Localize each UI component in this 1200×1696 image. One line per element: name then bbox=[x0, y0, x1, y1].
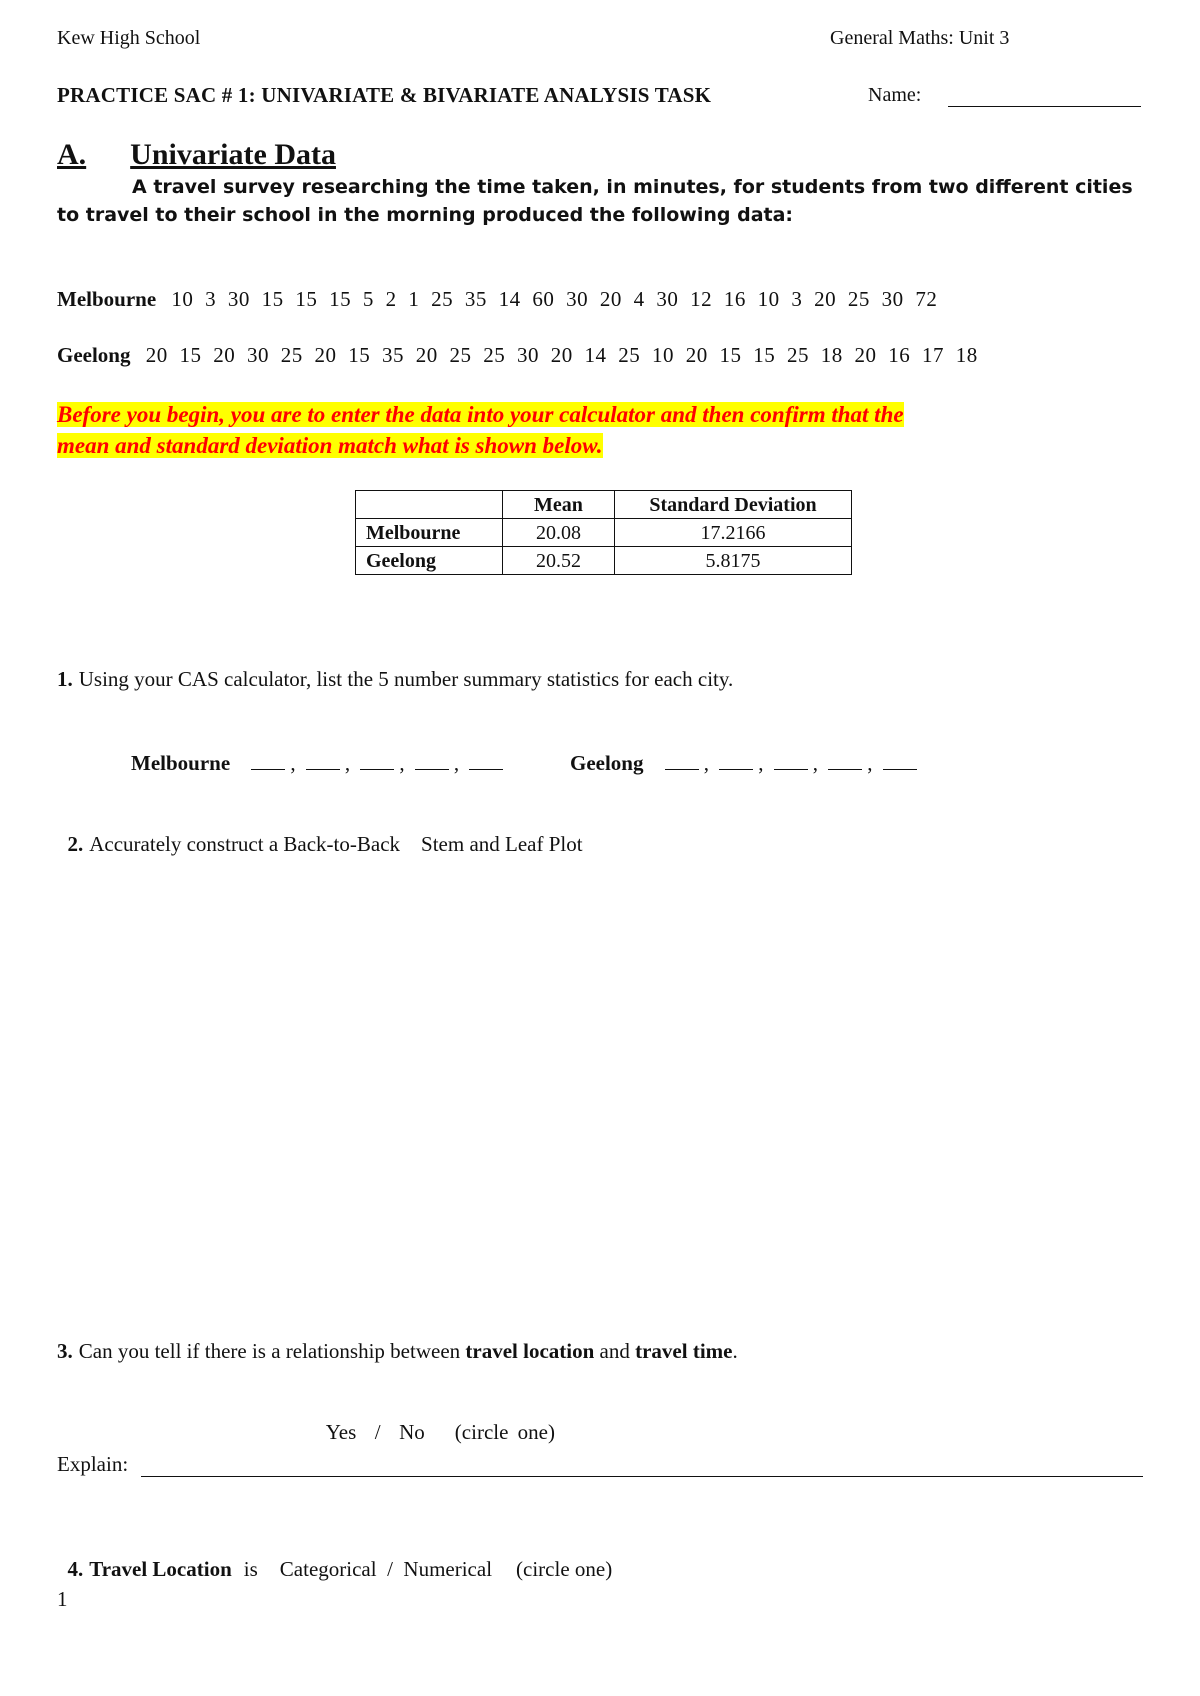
stats-table bbox=[355, 490, 852, 575]
question-number: 4. bbox=[67, 1557, 84, 1581]
intro-paragraph: A travel survey researching the time taken, in minutes, for students from two different cities to travel to their school in the morning produced the following data: bbox=[57, 176, 1133, 226]
question-bold-b: travel time bbox=[635, 1339, 733, 1363]
question-text: Using your CAS calculator, list the 5 number summary statistics for each city. bbox=[78, 667, 734, 691]
circle-note: (circle one) bbox=[454, 1420, 555, 1444]
stem-leaf-work-area[interactable] bbox=[57, 840, 1147, 1320]
melbourne-summary-blanks: Melbourne , , , , bbox=[131, 751, 503, 776]
question-number: 3. bbox=[57, 1339, 73, 1363]
answer-blank[interactable] bbox=[774, 751, 808, 770]
table-row bbox=[356, 547, 852, 575]
question-bold-a: travel location bbox=[465, 1339, 595, 1363]
answer-blank[interactable] bbox=[251, 751, 285, 770]
answer-blank[interactable] bbox=[883, 751, 917, 770]
geelong-summary-blanks: Geelong , , , , bbox=[570, 751, 917, 776]
name-field[interactable] bbox=[948, 84, 1141, 107]
mean-value: 20.08 bbox=[503, 519, 615, 547]
answer-blank[interactable] bbox=[360, 751, 394, 770]
answer-blank[interactable] bbox=[719, 751, 753, 770]
melbourne-label: Melbourne bbox=[57, 287, 157, 311]
subject-label: General Maths: Unit 3 bbox=[830, 27, 1010, 49]
question-text-a: Can you tell if there is a relationship between bbox=[78, 1339, 461, 1363]
question-is: is bbox=[243, 1557, 258, 1581]
sd-value: 17.2166 bbox=[615, 519, 852, 547]
section-letter: A. bbox=[57, 138, 87, 171]
yes-no-choice bbox=[308, 1395, 555, 1445]
section-title: Univariate Data bbox=[130, 138, 336, 171]
geelong-values: 20 15 20 30 25 20 15 35 20 25 25 30 20 14 25 10 20 15 15 25 18 20 16 17 18 bbox=[145, 343, 978, 367]
mean-header: Mean bbox=[503, 491, 615, 519]
question-4 bbox=[57, 1532, 612, 1582]
categorical-numerical-options[interactable]: Categorical / Numerical bbox=[279, 1557, 493, 1581]
melbourne-summary-label: Melbourne bbox=[131, 751, 231, 775]
instruction-line-2: mean and standard deviation match what is shown below. bbox=[57, 433, 603, 458]
table-header-row bbox=[356, 491, 852, 519]
explain-row bbox=[57, 1452, 128, 1477]
page-title: PRACTICE SAC # 1: UNIVARIATE & BIVARIATE ANALYSIS TASK bbox=[57, 83, 712, 107]
answer-blank[interactable] bbox=[665, 751, 699, 770]
geelong-summary-label: Geelong bbox=[570, 751, 644, 775]
table-corner-cell bbox=[356, 491, 503, 519]
mean-value: 20.52 bbox=[503, 547, 615, 575]
geelong-data-row bbox=[57, 343, 978, 368]
answer-blank[interactable] bbox=[415, 751, 449, 770]
melbourne-data-row bbox=[57, 287, 937, 312]
yes-no-options[interactable]: Yes / No bbox=[325, 1420, 425, 1444]
answer-blank[interactable] bbox=[306, 751, 340, 770]
question-text-c: . bbox=[732, 1339, 738, 1363]
sd-value: 5.8175 bbox=[615, 547, 852, 575]
question-text-b: and bbox=[599, 1339, 630, 1363]
school-name: Kew High School bbox=[57, 27, 201, 49]
page-number: 1 bbox=[57, 1587, 68, 1611]
explain-answer-line[interactable] bbox=[141, 1454, 1143, 1477]
explain-label: Explain: bbox=[57, 1452, 129, 1476]
circle-note: (circle one) bbox=[516, 1557, 613, 1581]
question-1 bbox=[57, 667, 733, 692]
sd-header: Standard Deviation bbox=[615, 491, 852, 519]
instruction-line-1: Before you begin, you are to enter the data into your calculator and then confirm that the bbox=[57, 402, 904, 427]
question-text: Accurately construct a Back-to-Back Stem and Leaf Plot bbox=[89, 832, 583, 856]
section-heading bbox=[57, 138, 336, 172]
row-label: Geelong bbox=[356, 547, 503, 575]
table-row bbox=[356, 519, 852, 547]
name-label: Name: bbox=[868, 84, 922, 106]
question-bold: Travel Location bbox=[89, 1557, 232, 1581]
answer-blank[interactable] bbox=[828, 751, 862, 770]
question-number: 2. bbox=[67, 832, 84, 856]
answer-blank[interactable] bbox=[469, 751, 503, 770]
row-label: Melbourne bbox=[356, 519, 503, 547]
melbourne-values: 10 3 30 15 15 15 5 2 1 25 35 14 60 30 20 4 30 12 16 10 3 20 25 30 72 bbox=[171, 287, 938, 311]
question-3 bbox=[57, 1339, 738, 1364]
question-number: 1. bbox=[57, 667, 73, 691]
geelong-label: Geelong bbox=[57, 343, 131, 367]
